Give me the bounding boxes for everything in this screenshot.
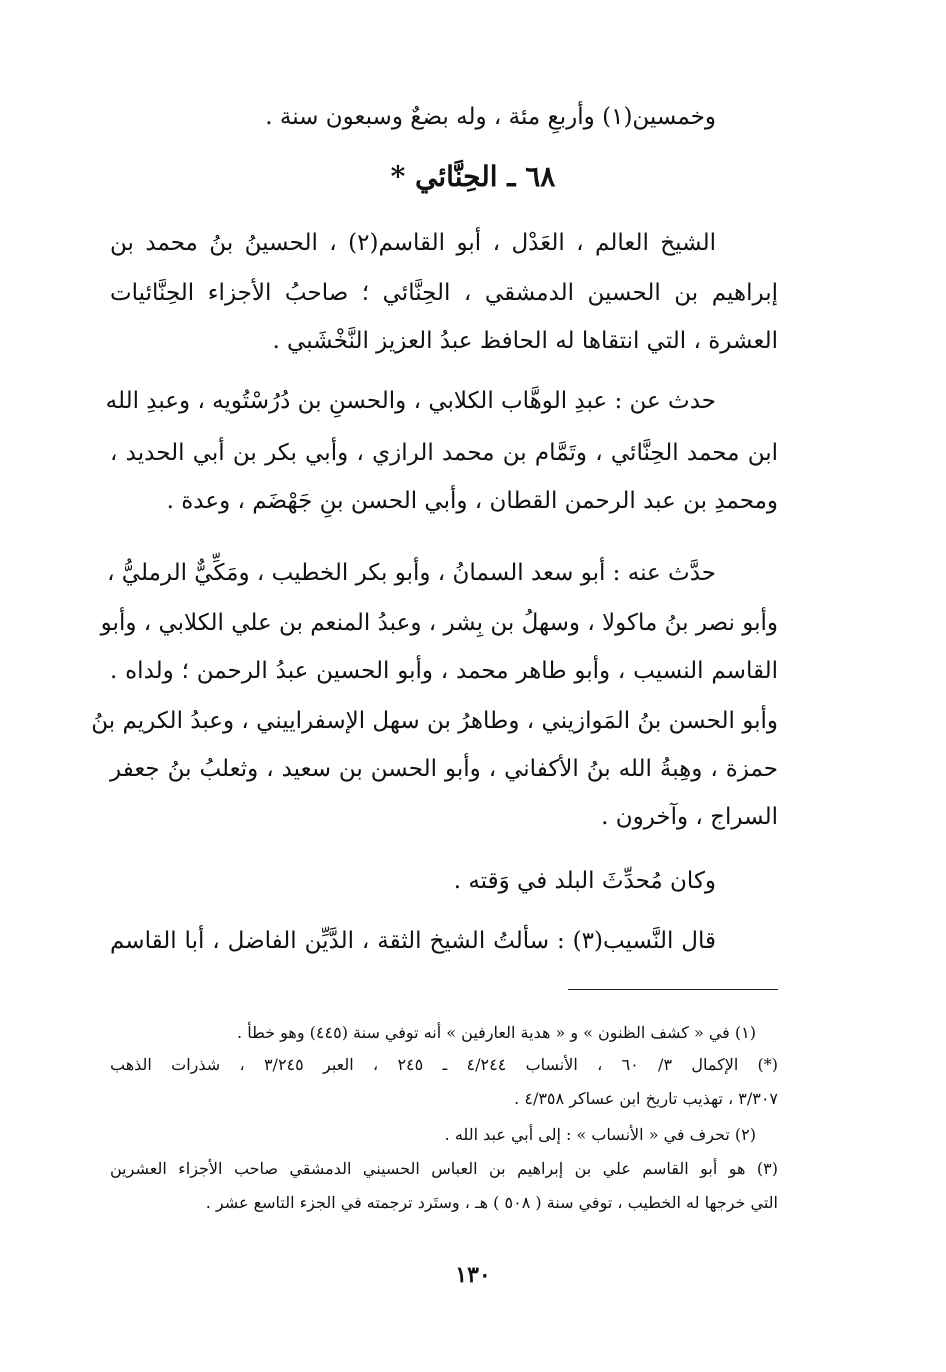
paragraph-line: السراج ، وآخرون .	[601, 804, 778, 830]
footnote-line: (٢) تحرف في « الأنساب » : إلى أبي عبد الله .	[444, 1125, 756, 1144]
paragraph-line: وكان مُحدِّثَ البلد في وَقته .	[453, 868, 716, 894]
footnote-line: (*) الإكمال ٣/ ٦٠ ، الأنساب ٤/٢٤٤ ـ ٢٤٥ ، العبر ٣/٢٤٥ ، شذرات الذهب	[110, 1055, 779, 1074]
text-line-continuation: وخمسين(١) وأربعِ مئة ، وله بضعٌ وسبعون سنة .	[265, 104, 716, 130]
footnote-line: (٣) هو أبو القاسم علي بن إبراهيم بن العباس الحسيني الدمشقي صاحب الأجزاء العشرين	[110, 1159, 779, 1178]
footnote-line: التي خرجها له الخطيب ، توفي سنة ( ٥٠٨ ) هـ ، وستَرد ترجمته في الجزء التاسع عشر .	[205, 1193, 778, 1212]
footnote-line: ٣/٣٠٧ ، تهذيب تاريخ ابن عساكر ٤/٣٥٨ .	[514, 1089, 778, 1108]
paragraph-line: وأبو نصر بنُ ماكولا ، وسهلُ بن بِشر ، وعبدُ المنعم بن علي الكلابي ، وأبو	[100, 610, 778, 636]
paragraph-line: القاسم النسيب ، وأبو طاهر محمد ، وأبو الحسين عبدُ الرحمن ؛ ولداه .	[110, 658, 778, 684]
footnote-separator	[568, 989, 778, 990]
paragraph-line: إبراهيم بن الحسين الدمشقي ، الحِنَّائي ؛ صاحبُ الأجزاء الحِنَّائيات	[110, 280, 778, 306]
paragraph-line: ابن محمد الحِنَّائي ، وتَمَّام بن محمد الرازي ، وأبي بكر بن أبي الحديد ،	[110, 440, 778, 466]
paragraph-line: وأبو الحسن بنُ المَوازيني ، وطاهرُ بن سهل الإسفراييني ، وعبدُ الكريم بنُ	[91, 708, 778, 734]
footnote-line: (١) في « كشف الظنون » و « هدية العارفين » أنه توفي سنة (٤٤٥) وهو خطأ .	[237, 1023, 756, 1042]
paragraph-line: قال النَّسيب(٣) : سألتُ الشيخ الثقة ، الدَّيِّن الفاضل ، أبا القاسم	[110, 928, 716, 954]
paragraph-line: ومحمدِ بن عبد الرحمن القطان ، وأبي الحسن بنِ جَهْضَم ، وعدة .	[166, 488, 778, 514]
paragraph-line: حدث عن : عبدِ الوهَّاب الكلابي ، والحسنِ بن دُرُسْتُويه ، وعبدِ الله	[105, 388, 716, 414]
page-number: ١٣٠	[455, 1262, 491, 1288]
paragraph-line: الشيخ العالم ، العَدْل ، أبو القاسم(٢) ، الحسينُ بنُ محمد بن	[110, 230, 716, 256]
entry-title: ٦٨ ـ الحِنَّائي *	[390, 160, 556, 193]
paragraph-line: حدَّث عنه : أبو سعد السمانُ ، وأبو بكر الخطيب ، ومَكِّيٌّ الرمليُّ ،	[107, 560, 716, 586]
paragraph-line: العشرة ، التي انتقاها له الحافظ عبدُ العزيز النَّخْشَبي .	[272, 328, 778, 354]
paragraph-line: حمزة ، وهِبةُ الله بنُ الأكفاني ، وأبو الحسن بن سعيد ، وثعلبُ بنُ جعفر	[110, 756, 778, 782]
